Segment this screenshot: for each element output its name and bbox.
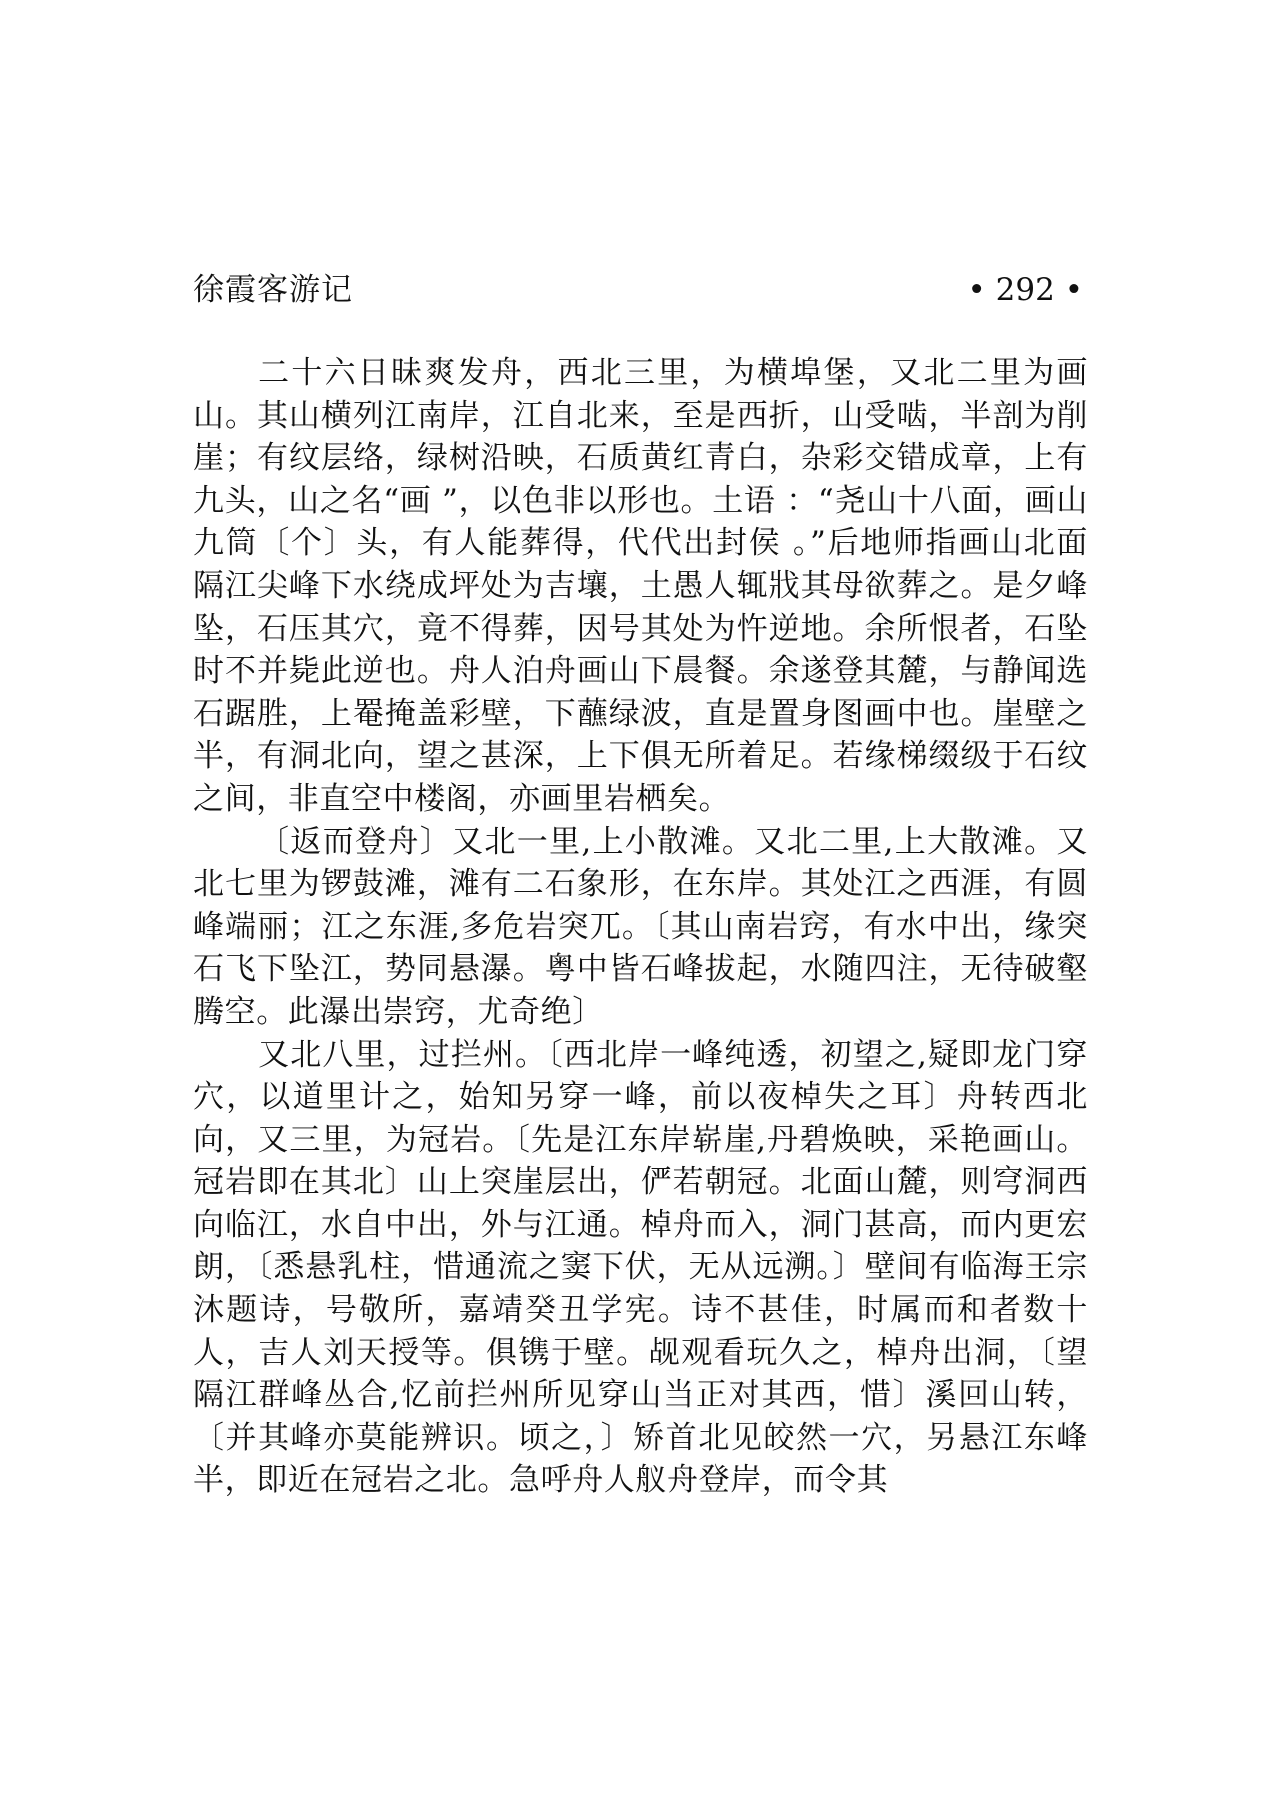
paragraph-1: 二十六日昧爽发舟，西北三里，为横埠堡，又北二里为画山。其山横列江南岸，江自北来，至是西折，山受啮，半剖为削崖；有纹层络，绿树沿映，石质黄红青白，杂彩交错成章，上有九头，山之名“画 ”，以色非以形也。土语 ：“尧山十八面，画山九筒〔个〕头，有人能葬得，代代出封侯 。”后地师指画山北面隔江尖峰下水绕成坪处为吉壤，土愚人辄戕其母欲葬之。是夕峰坠，石压其穴，竟不得葬，因号其处为忤逆地。余所恨者，石坠时不并毙此逆也。舟人泊舟画山下晨餐。余遂登其麓，与静闻选石踞胜，上罨掩盖彩壁，下蘸绿波，直是置身图画中也。崖壁之半，有洞北向，望之甚深，上下俱无所着足。若缘梯缀级于石纹之间，非直空中楼阁，亦画里岩栖矣。 bbox=[193, 355, 1088, 817]
body-text bbox=[193, 352, 1088, 1502]
paragraph-2: 〔返而登舟〕又北一里,上小散滩。又北二里,上大散滩。又北七里为锣鼓滩，滩有二石象形，在东岸。其处江之西涯，有圆峰端丽；江之东涯,多危岩突兀。〔其山南岩窍，有水中出，缘突石飞下坠江，势同悬瀑。粤中皆石峰拔起，水随四注，无待破壑腾空。此瀑出崇窍，尤奇绝〕 bbox=[193, 823, 1088, 1030]
running-header bbox=[193, 268, 1083, 312]
book-title: 徐霞客游记 bbox=[193, 272, 353, 308]
paragraph-3: 又北八里，过拦州。〔西北岸一峰纯透，初望之,疑即龙门穿穴，以道里计之，始知另穿一峰，前以夜棹失之耳〕舟转西北向，又三里，为冠岩。〔先是江东岸崭崖,丹碧焕映，采艳画山。冠岩即在其北〕山上突崖层出，俨若朝冠。北面山麓，则穹洞西向临江，水自中出，外与江通。棹舟而入，洞门甚高，而内更宏朗，〔悉悬乳柱，惜通流之窦下伏，无从远溯。〕壁间有临海王宗沐题诗，号敬所，嘉靖癸丑学宪。诗不甚佳，时属而和者数十人，吉人刘天授等。俱镌于壁。觇观看玩久之，棹舟出洞，〔望隔江群峰丛合,忆前拦州所见穿山当正对其西，惜〕溪回山转，〔并其峰亦莫能辨识。顷之，〕矫首北见皎然一穴，另悬江东峰半，即近在冠岩之北。急呼舟人舣舟登岸，而令其 bbox=[193, 1036, 1088, 1499]
page-number: • 292 • bbox=[967, 272, 1083, 308]
